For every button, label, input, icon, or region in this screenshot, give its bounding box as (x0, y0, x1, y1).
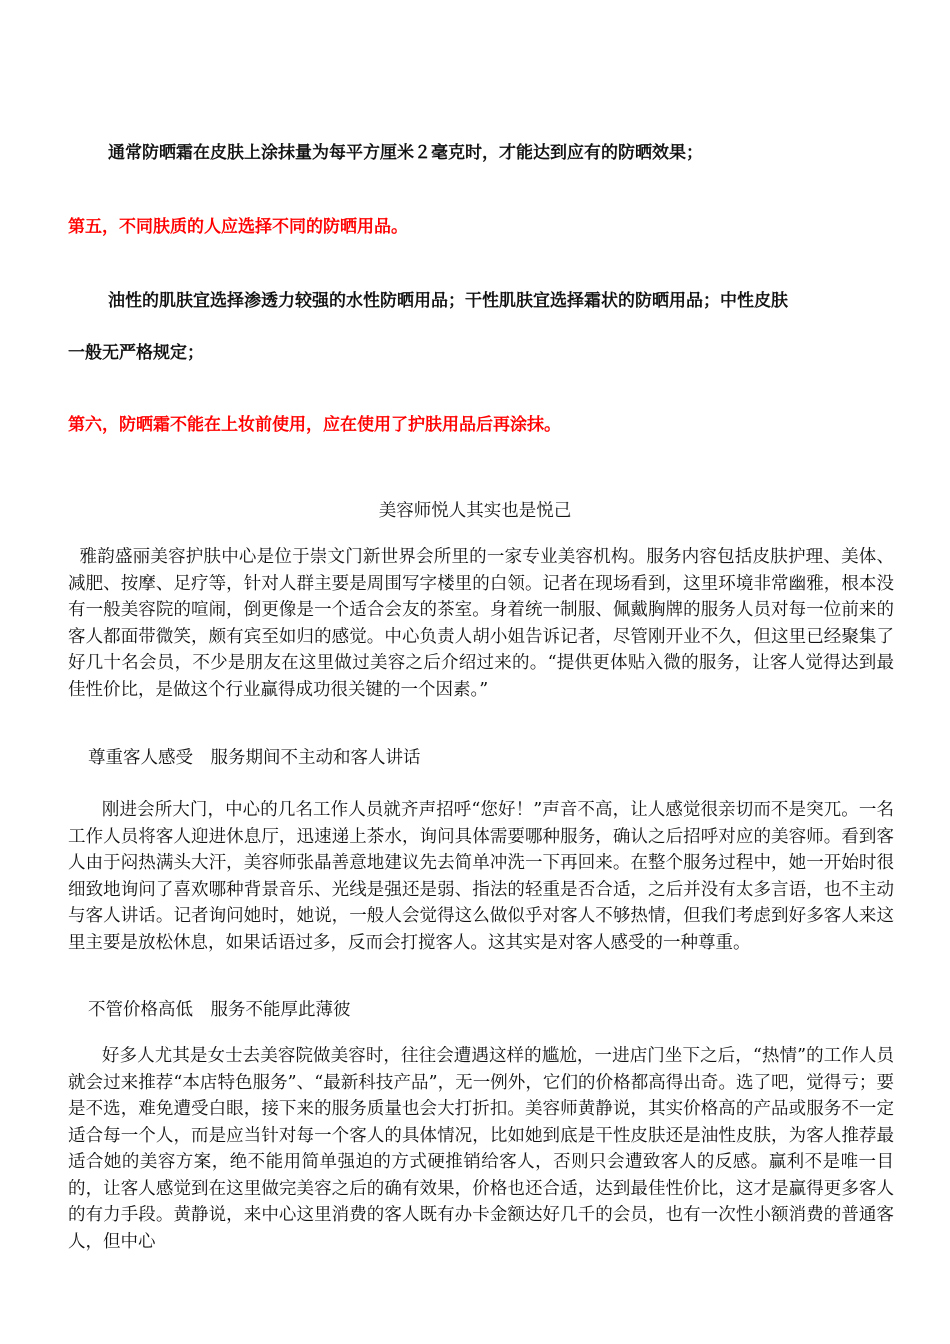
point-six-title: 第六，防晒霜不能在上妆前使用，应在使用了护肤用品后再涂抹。 (68, 415, 561, 435)
sunscreen-amount-line: 通常防晒霜在皮肤上涂抹量为每平方厘米２毫克时，才能达到应有的防晒效果； (108, 143, 703, 163)
intro-paragraph: 雅韵盛丽美容护肤中心是位于崇文门新世界会所里的一家专业美容机构。服务内容包括皮肤护理、美体、减肥、按摩、足疗等，针对人群主要是周围写字楼里的白领。记者在现场看到，这里环境非常幽雅，根本没有一般美容院的喧闹，倒更像是一个适合会友的茶室。身着统一制服、佩戴胸牌的服务人员对每一位前来的客人都面带微笑，颇有宾至如归的感觉。中心负责人胡小姐告诉记者，尽管刚开业不久，但这里已经聚集了好几十名会员，不少是朋友在这里做过美容之后介绍过来的。“提供更体贴入微的服务，让客人觉得达到最佳性价比，是做这个行业赢得成功很关键的一个因素。” (68, 547, 894, 700)
section-heading-respect: 尊重客人感受 服务期间不主动和客人讲话 (88, 748, 421, 768)
point-five-body-line-1: 油性的肌肤宜选择渗透力较强的水性防晒用品；干性肌肤宜选择霜状的防晒用品；中性皮肤 (108, 291, 788, 311)
point-five-body-line-2: 一般无严格规定； (68, 343, 204, 363)
article-title: 美容师悦人其实也是悦己 (378, 501, 572, 521)
section-pricing-paragraph: 好多人尤其是女士去美容院做美容时，往往会遭遇这样的尴尬，一进店门坐下之后，“热情”的工作人员就会过来推荐“本店特色服务”、“最新科技产品”，无一例外，它们的价格都高得出奇。选了吧，觉得亏；要是不选，难免遭受白眼，接下来的服务质量也会大打折扣。美容师黄静说，其实价格高的产品或服务不一定适合每一个人，而是应当针对每一个客人的具体情况，比如她到底是干性皮肤还是油性皮肤，为客人推荐最适合她的美容方案，绝不能用简单强迫的方式硬推销给客人，否则只会遭致客人的反感。赢利不是唯一目的，让客人感觉到在这里做完美容之后的确有效果，价格也还合适，达到最佳性价比，这才是赢得更多客人的有力手段。黄静说，来中心这里消费的客人既有办卡金额达好几千的会员，也有一次性小额消费的普通客人，但中心 (68, 1046, 894, 1252)
point-five-title: 第五，不同肤质的人应选择不同的防晒用品。 (68, 217, 408, 237)
section-heading-pricing: 不管价格高低 服务不能厚此薄彼 (88, 1000, 351, 1020)
section-respect-paragraph: 刚进会所大门，中心的几名工作人员就齐声招呼“您好！”声音不高，让人感觉很亲切而不是突兀。一名工作人员将客人迎进休息厅，迅速递上茶水，询问具体需要哪种服务，确认之后招呼对应的美容师。看到客人由于闷热满头大汗，美容师张晶善意地建议先去简单冲洗一下再回来。在整个服务过程中，她一开始时很细致地询问了喜欢哪种背景音乐、光线是强还是弱、指法的轻重是否合适，之后并没有太多言语，也不主动与客人讲话。记者询问她时，她说，一般人会觉得这么做似乎对客人不够热情，但我们考虑到好多客人来这里主要是放松休息，如果话语过多，反而会打搅客人。这其实是对客人感受的一种尊重。 (68, 800, 894, 953)
